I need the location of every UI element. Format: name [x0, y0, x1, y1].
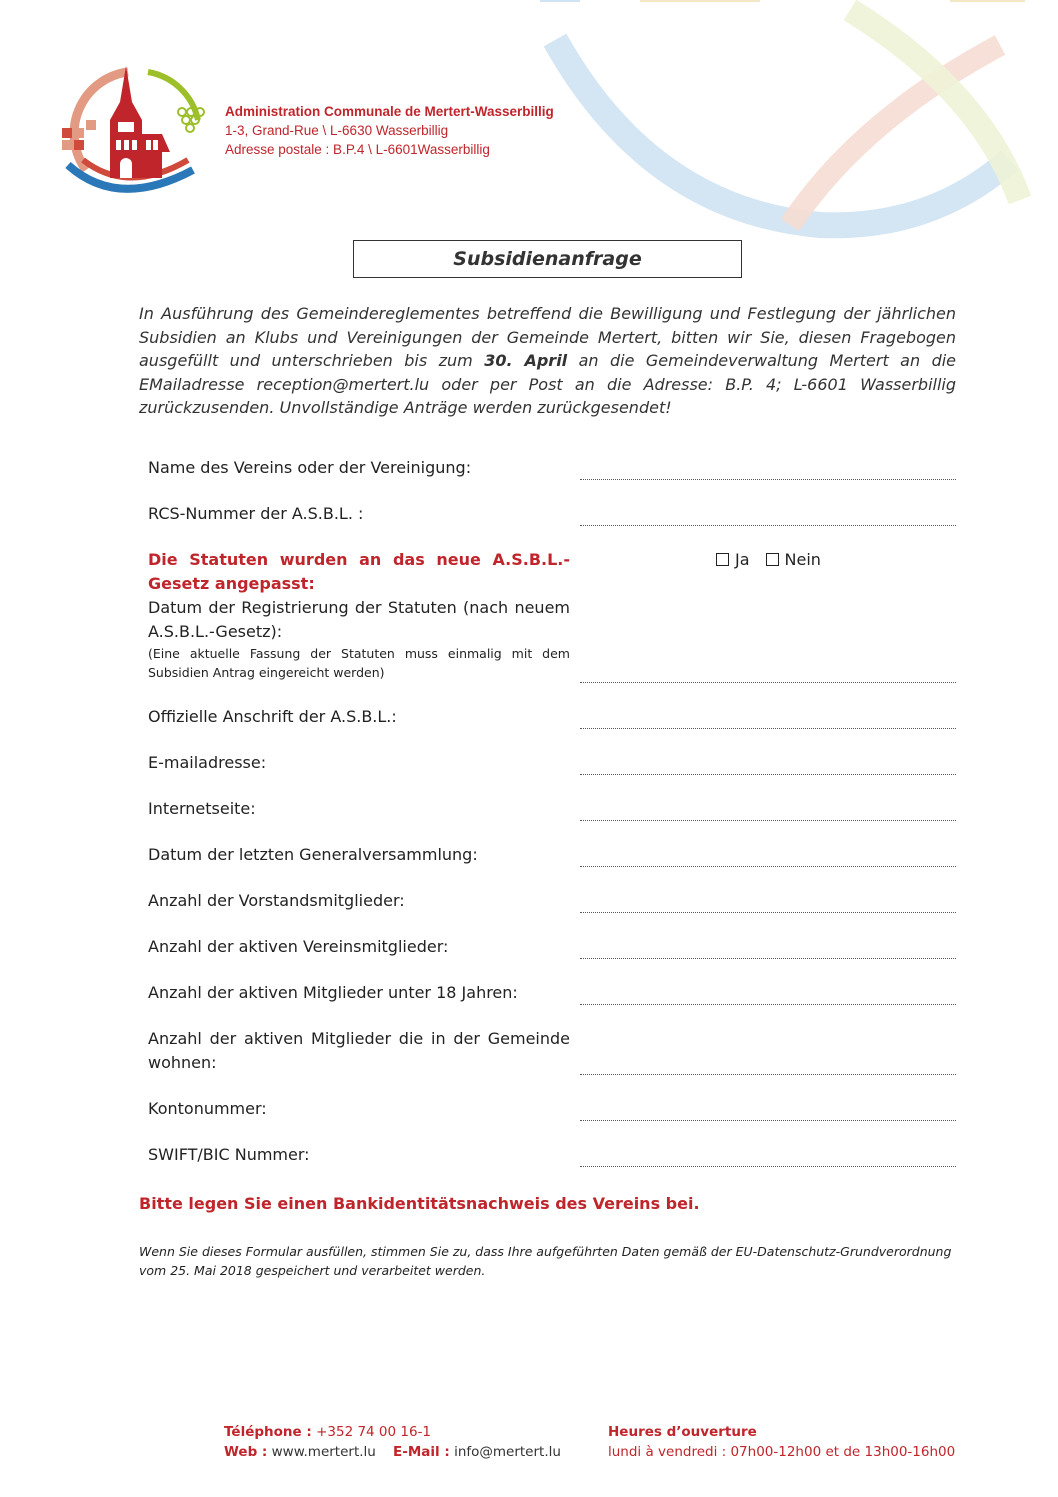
label-email: E-mailadresse: — [148, 753, 267, 772]
hours-title: Heures d’ouverture — [608, 1424, 757, 1440]
label-board-members: Anzahl der Vorstandsmitglieder: — [148, 891, 405, 910]
statutes-choice — [716, 550, 837, 569]
statutes-note: (Eine aktuelle Fassung der Statuten muss einmalig mit dem Subsidien Antrag eingereicht werden) — [148, 646, 570, 680]
footer-contact — [224, 1422, 561, 1462]
label-website: Internetseite: — [148, 799, 256, 818]
input-last-meeting[interactable] — [580, 866, 956, 867]
input-board-members[interactable] — [580, 912, 956, 913]
label-swift: SWIFT/BIC Nummer: — [148, 1145, 310, 1164]
intro-text-2: an die Gemeindeverwaltung Mertert an die EMailadresse reception@mertert.lu oder per Post an die Adresse: B.P. 4; L-6601 Wasserbillig zurückzusenden. Unvollständige Anträge werden zurückgesendet! — [139, 351, 957, 417]
input-resident-members[interactable] — [580, 1074, 956, 1075]
web-link[interactable]: www.mertert.lu — [271, 1444, 376, 1460]
organization-name: Administration Communale de Mertert-Wasserbillig — [225, 104, 554, 119]
input-website[interactable] — [580, 820, 956, 821]
input-account-number[interactable] — [580, 1120, 956, 1121]
intro-paragraph — [139, 302, 956, 420]
label-last-meeting: Datum der letzten Generalversammlung: — [148, 845, 478, 864]
intro-deadline: 30. April — [484, 351, 568, 370]
choice-yes[interactable] — [716, 550, 750, 569]
choice-no[interactable] — [766, 550, 821, 569]
email-label: E-Mail : — [393, 1444, 450, 1460]
intro-text-1: In Ausführung des Gemeindereglementes betreffend die Bewilligung und Festlegung der jährlichen Subsidien an Klubs und Vereinigungen der Gemeinde Mertert, bitten wir Sie, diesen Fragebogen ausgefüllt und unterschrieben bis zum — [139, 304, 956, 370]
input-email[interactable] — [580, 774, 956, 775]
choice-yes-label: Ja — [735, 550, 750, 569]
input-under-18[interactable] — [580, 1004, 956, 1005]
phone-number: +352 74 00 16-1 — [316, 1424, 432, 1440]
phone-label: Téléphone : — [224, 1424, 312, 1440]
statutes-block — [148, 548, 570, 682]
form-title: Subsidienanfrage — [353, 240, 742, 278]
choice-no-label: Nein — [784, 550, 821, 569]
input-association-name[interactable] — [580, 479, 956, 480]
input-official-address[interactable] — [580, 728, 956, 729]
checkbox-no[interactable] — [766, 553, 779, 566]
bank-proof-note: Bitte legen Sie einen Bankidentitätsnachweis des Vereins bei. — [139, 1194, 700, 1213]
web-label: Web : — [224, 1444, 268, 1460]
email-link[interactable]: info@mertert.lu — [454, 1444, 561, 1460]
label-statutes-adapted: Die Statuten wurden an das neue A.S.B.L.-Gesetz angepasst: — [148, 550, 570, 593]
input-statutes-date[interactable] — [580, 682, 956, 683]
label-official-address: Offizielle Anschrift der A.S.B.L.: — [148, 707, 397, 726]
hours-text: lundi à vendredi : 07h00-12h00 et de 13h00-16h00 — [608, 1444, 956, 1460]
postal-address: Adresse postale : B.P.4 \ L-6601Wasserbillig — [225, 142, 490, 157]
label-rcs-number: RCS-Nummer der A.S.B.L. : — [148, 504, 364, 523]
label-resident-members: Anzahl der aktiven Mitglieder die in der Gemeinde wohnen: — [148, 1029, 570, 1072]
label-active-members: Anzahl der aktiven Vereinsmitglieder: — [148, 937, 449, 956]
input-active-members[interactable] — [580, 958, 956, 959]
label-account-number: Kontonummer: — [148, 1099, 267, 1118]
input-rcs-number[interactable] — [580, 525, 956, 526]
label-under-18: Anzahl der aktiven Mitglieder unter 18 Jahren: — [148, 983, 518, 1002]
street-address: 1-3, Grand-Rue \ L-6630 Wasserbillig — [225, 123, 449, 138]
label-association-name: Name des Vereins oder der Vereinigung: — [148, 458, 472, 477]
organization-header — [225, 104, 554, 157]
checkbox-yes[interactable] — [716, 553, 729, 566]
footer-hours — [608, 1422, 955, 1462]
input-swift[interactable] — [580, 1166, 956, 1167]
municipality-logo — [58, 60, 218, 205]
label-statutes-date: Datum der Registrierung der Statuten (nach neuem A.S.B.L.-Gesetz): — [148, 598, 570, 641]
privacy-notice: Wenn Sie dieses Formular ausfüllen, stimmen Sie zu, dass Ihre aufgeführten Daten gemäß der EU-Datenschutz-Grundverordnung vom 25. Mai 2018 gespeichert und verarbeitet werden. — [139, 1244, 952, 1278]
